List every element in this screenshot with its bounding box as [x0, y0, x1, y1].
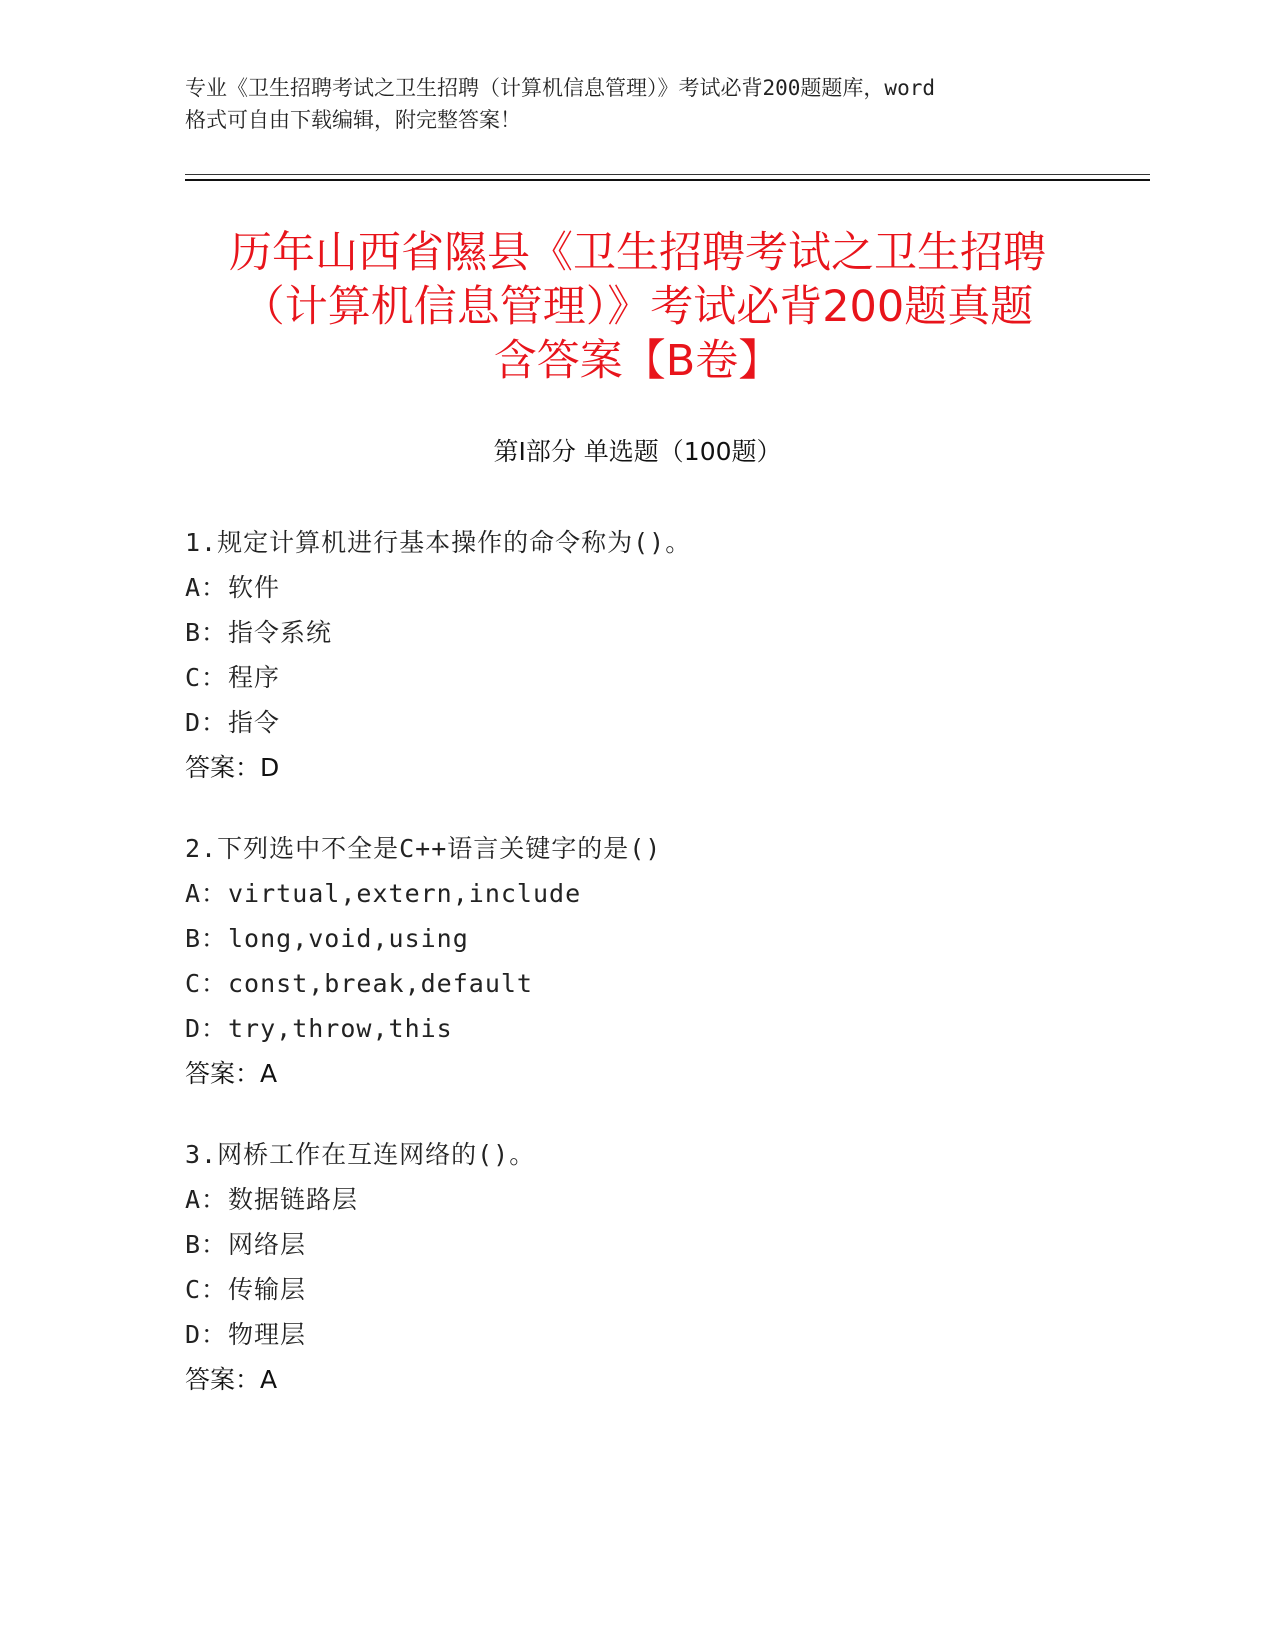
question-answer: 答案：A: [185, 1059, 278, 1088]
option-text: 网络层: [228, 1230, 307, 1259]
section-heading: 第Ⅰ部分 单选题（100题）: [493, 437, 782, 466]
question-answer: 答案：D: [185, 753, 280, 782]
option-key: A：: [185, 1185, 228, 1214]
question-option-c: [185, 655, 1085, 700]
option-text: try,throw,this: [228, 1014, 453, 1043]
question-stem: 1.规定计算机进行基本操作的命令称为()。: [185, 528, 692, 557]
option-text: 软件: [228, 573, 281, 602]
option-text: 传输层: [228, 1275, 307, 1304]
option-text: long,void,using: [228, 924, 469, 953]
question-stem: 3.网桥工作在互连网络的()。: [185, 1140, 536, 1169]
question-option-a: [185, 871, 1085, 916]
question-2: [185, 826, 1085, 1096]
question-option-b: [185, 916, 1085, 961]
option-text: 指令系统: [228, 618, 333, 647]
option-key: B：: [185, 1230, 228, 1259]
document-title-line-1: 历年山西省隰县《卫生招聘考试之卫生招聘: [229, 228, 1046, 278]
document-title-line-3: 含答案【B卷】: [493, 336, 782, 386]
option-key: D：: [185, 1320, 228, 1349]
question-option-c: [185, 961, 1085, 1006]
question-option-c: [185, 1267, 1085, 1312]
option-key: C：: [185, 969, 228, 998]
option-text: 物理层: [228, 1320, 307, 1349]
question-option-a: [185, 1177, 1085, 1222]
header-note: [185, 72, 1085, 136]
question-option-d: [185, 700, 1085, 745]
option-key: B：: [185, 924, 228, 953]
header-rule-thick: [185, 179, 1150, 181]
option-key: D：: [185, 1014, 228, 1043]
question-option-d: [185, 1006, 1085, 1051]
document-title: [160, 226, 1115, 388]
option-text: 数据链路层: [228, 1185, 359, 1214]
option-key: D：: [185, 708, 228, 737]
document-title-line-2: （计算机信息管理）》考试必背200题真题: [241, 282, 1034, 332]
option-key: C：: [185, 1275, 228, 1304]
option-text: virtual,extern,include: [228, 879, 582, 908]
header-rule-thin: [185, 174, 1150, 175]
question-stem: 2.下列选中不全是C++语言关键字的是(): [185, 834, 662, 863]
header-note-line-1: 专业《卫生招聘考试之卫生招聘（计算机信息管理）》考试必背200题题库，word: [185, 76, 935, 100]
option-key: C：: [185, 663, 228, 692]
option-text: 指令: [228, 708, 281, 737]
question-option-b: [185, 1222, 1085, 1267]
question-1: [185, 520, 1085, 790]
option-key: B：: [185, 618, 228, 647]
question-option-d: [185, 1312, 1085, 1357]
option-text: 程序: [228, 663, 281, 692]
option-text: const,break,default: [228, 969, 533, 998]
question-answer: 答案：A: [185, 1365, 278, 1394]
question-option-b: [185, 610, 1085, 655]
option-key: A：: [185, 879, 228, 908]
option-key: A：: [185, 573, 228, 602]
question-3: [185, 1132, 1085, 1402]
header-note-line-2: 格式可自由下载编辑，附完整答案！: [185, 108, 521, 132]
question-option-a: [185, 565, 1085, 610]
